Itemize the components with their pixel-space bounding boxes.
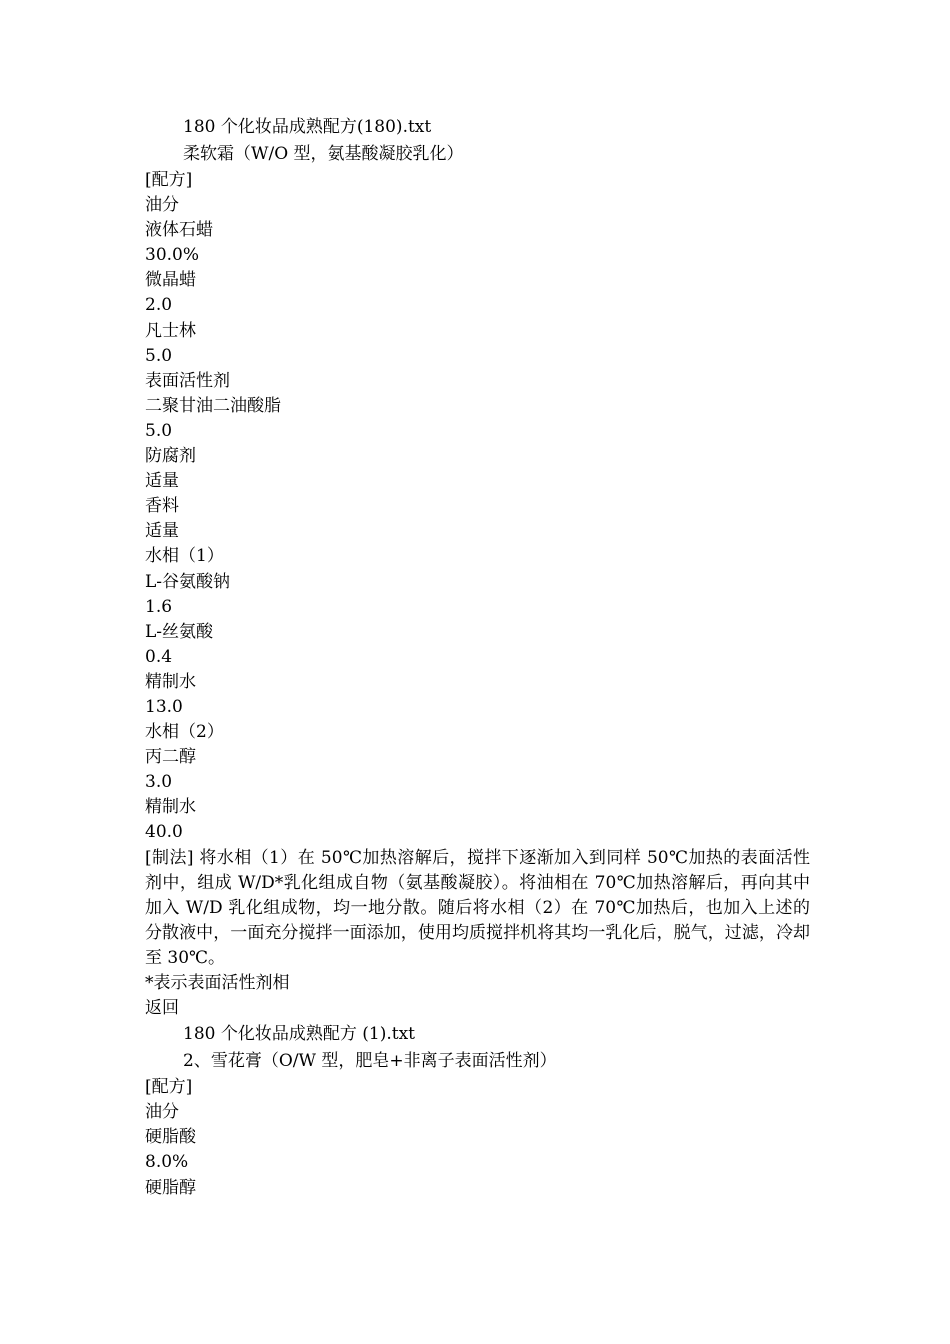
ingredient-name: 微晶蜡 [145, 270, 196, 291]
ingredient-amount: 8.0% [145, 1152, 189, 1173]
ingredient-amount: 1.6 [145, 596, 173, 617]
ingredient-name: 硬脂酸 [145, 1127, 196, 1148]
ingredient-name: 防腐剂 [145, 446, 196, 467]
ingredient-amount: 13.0 [145, 696, 183, 717]
product-title: 柔软霜（W/O 型，氨基酸凝胶乳化） [183, 144, 464, 164]
ingredient-name: 二聚甘油二油酸脂 [145, 395, 281, 416]
ingredient-name: L-丝氨酸 [145, 621, 214, 642]
water-phase-2-label: 水相（2） [145, 722, 224, 743]
ingredient-amount: 0.4 [145, 646, 173, 667]
back-link[interactable]: 返回 [145, 998, 179, 1019]
ingredient-amount: 30.0% [145, 245, 200, 266]
ingredient-name: L-谷氨酸钠 [145, 571, 231, 592]
file-title: 180 个化妆品成熟配方(180).txt [183, 117, 432, 137]
ingredient-amount: 2.0 [145, 295, 173, 316]
ingredient-amount: 适量 [145, 471, 179, 492]
method-paragraph: [制法] 将水相（1）在 50℃加热溶解后，搅拌下逐渐加入到同样 50℃加热的表面活性剂中，组成 W/D*乳化组成自物（氨基酸凝胶）。将油相在 70℃加热溶解后，再向其中加入 W/D 乳化组成物，均一地分散。随后将水相（2）在 70℃加热后，也加入上述的分散液中，一面充分搅拌一面添加，使用均质搅拌机将其均一乳化后，脱气，过滤，冷却至 30℃。 [145, 847, 810, 968]
formula-label: [配方] [145, 1077, 193, 1098]
oil-phase-label: 油分 [145, 195, 179, 216]
file-title: 180 个化妆品成熟配方 (1).txt [183, 1024, 415, 1045]
ingredient-amount: 5.0 [145, 420, 173, 441]
ingredient-amount: 5.0 [145, 345, 173, 366]
ingredient-name: 丙二醇 [145, 747, 196, 768]
ingredient-amount: 适量 [145, 521, 179, 542]
formula-label: [配方] [145, 170, 193, 190]
ingredient-name: 凡士林 [145, 320, 196, 341]
water-phase-1-label: 水相（1） [145, 546, 224, 567]
product-title: 2、雪花膏（O/W 型，肥皂+非离子表面活性剂） [183, 1051, 557, 1072]
ingredient-amount: 3.0 [145, 772, 173, 793]
oil-phase-label: 油分 [145, 1102, 179, 1123]
ingredient-name: 精制水 [145, 671, 196, 692]
surfactant-label: 表面活性剂 [145, 370, 230, 391]
document-body [145, 114, 810, 1201]
ingredient-amount: 40.0 [145, 822, 183, 843]
ingredient-name: 硬脂醇 [145, 1177, 196, 1198]
ingredient-name: 精制水 [145, 797, 196, 818]
ingredient-name: 香料 [145, 496, 179, 517]
footnote: *表示表面活性剂相 [145, 973, 290, 993]
ingredient-name: 液体石蜡 [145, 220, 213, 241]
